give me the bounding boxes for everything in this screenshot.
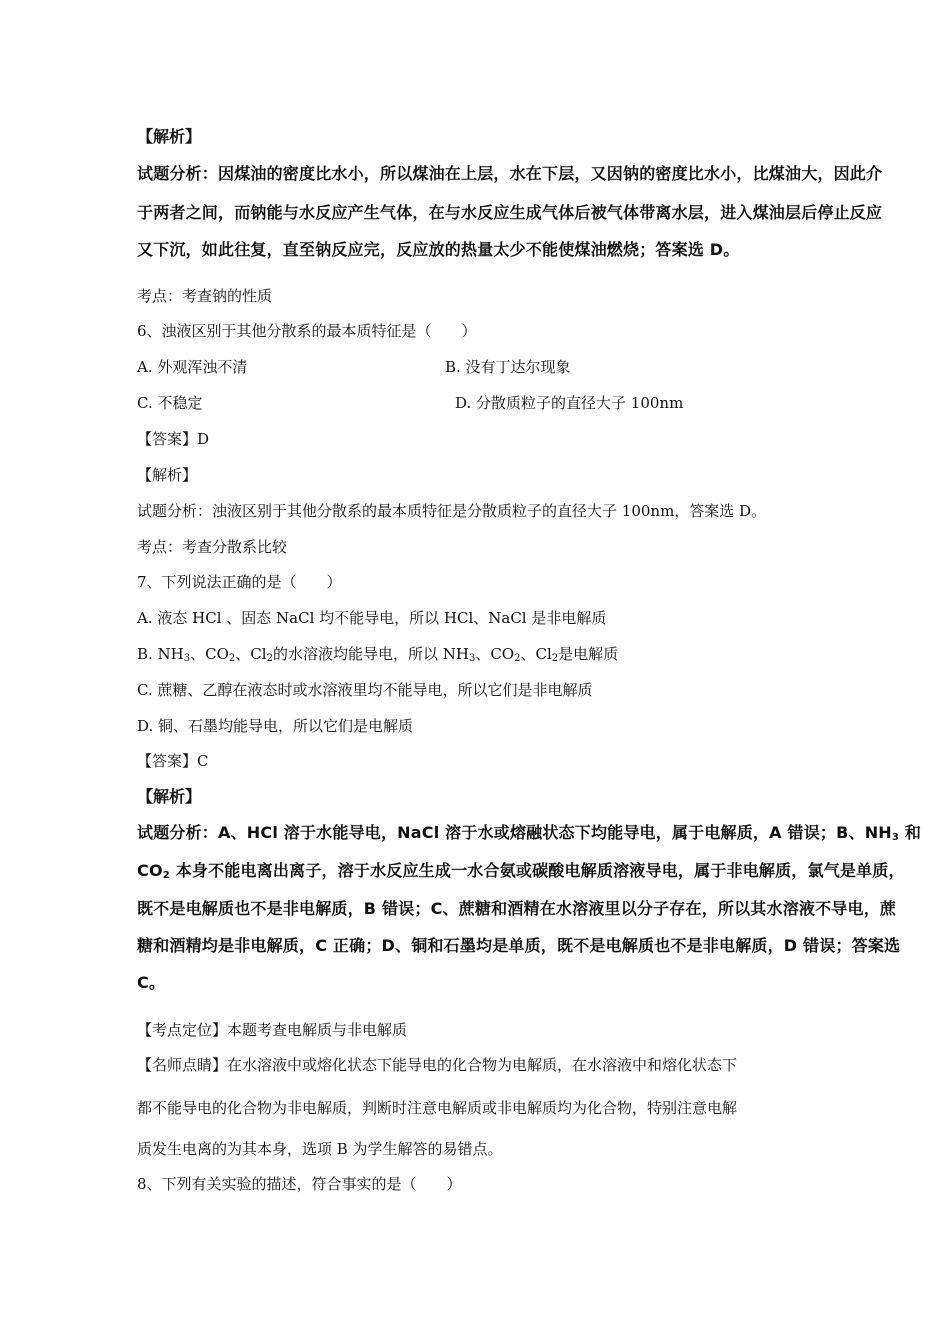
analysis-heading: 【解析】 — [137, 127, 202, 146]
question-8: 8、下列有关实验的描述，符合事实的是（ ） — [137, 1175, 462, 1193]
analysis-line: C。 — [137, 973, 166, 992]
analysis-line: 既不是电解质也不是非电解质，B 错误；C、蔗糖和酒精在水溶液里以分子存在，所以其水溶液不导电，蔗 — [137, 899, 897, 918]
exam-point-position: 【考点定位】本题考查电解质与非电解质 — [137, 1021, 408, 1039]
exam-point: 考点：考查钠的性质 — [137, 287, 273, 305]
option-a: A. 液态 HCl 、固态 NaCl 均不能导电，所以 HCl、NaCl 是非电解质 — [137, 609, 607, 627]
analysis-line: 试题分析：A、HCl 溶于水能导电，NaCl 溶于水或熔融状态下均能导电，属于电解质，A 错误；B、$NH_3$ 和 — [137, 823, 922, 843]
exam-point: 考点：考查分散系比较 — [137, 538, 288, 556]
teacher-tip: 【名师点睛】在水溶液中或熔化状态下能导电的化合物为电解质，在水溶液中和熔化状态下 — [137, 1056, 738, 1074]
option-d: D. 分散质粒子的直径大子 100nm — [455, 394, 684, 412]
question-7: 7、下列说法正确的是（ ） — [137, 573, 342, 591]
option-c: C. 蔗糖、乙醇在液态时或水溶液里均不能导电，所以它们是非电解质 — [137, 681, 593, 699]
answer: 【答案】D — [137, 430, 210, 448]
option-d: D. 铜、石墨均能导电，所以它们是电解质 — [137, 717, 414, 735]
analysis-line: 试题分析：因煤油的密度比水小，所以煤油在上层，水在下层，又因钠的密度比水小，比煤油大，因此介 — [137, 164, 883, 183]
question-6: 6、浊液区别于其他分散系的最本质特征是（ ） — [137, 322, 477, 340]
option-c: C. 不稳定 — [137, 394, 203, 412]
analysis-line: $CO_2$ 本身不能电离出离子，溶于水反应生成一水合氨或碳酸电解质溶液导电，属于非电解质，氯气是单质， — [137, 861, 905, 881]
analysis-heading: 【解析】 — [137, 466, 198, 484]
analysis-line: 又下沉，如此往复，直至钠反应完，反应放的热量太少不能使煤油燃烧；答案选 D。 — [137, 240, 740, 259]
option-b: B. $NH_3$、$CO_2$、$Cl_2$的水溶液均能导电，所以 $NH_3$、$CO_2$、$Cl_2$是电解质 — [137, 645, 619, 664]
teacher-tip-line: 质发生电离的为其本身，选项 B 为学生解答的易错点。 — [137, 1140, 503, 1158]
answer: 【答案】C — [137, 752, 209, 770]
analysis-heading: 【解析】 — [137, 787, 202, 806]
analysis-line: 于两者之间，而钠能与水反应产生气体，在与水反应生成气体后被气体带离水层，进入煤油层后停止反应 — [137, 203, 883, 222]
option-b: B. 没有丁达尔现象 — [445, 358, 571, 376]
teacher-tip-line: 都不能导电的化合物为非电解质，判断时注意电解质或非电解质均为化合物，特别注意电解 — [137, 1099, 738, 1117]
analysis-line: 糖和酒精均是非电解质，C 正确；D、铜和石墨均是单质，既不是电解质也不是非电解质，D 错误；答案选 — [137, 936, 901, 955]
analysis-line: 试题分析：浊液区别于其他分散系的最本质特征是分散质粒子的直径大子 100nm，答案选 D。 — [137, 502, 767, 520]
option-a: A. 外观浑浊不清 — [137, 358, 248, 376]
